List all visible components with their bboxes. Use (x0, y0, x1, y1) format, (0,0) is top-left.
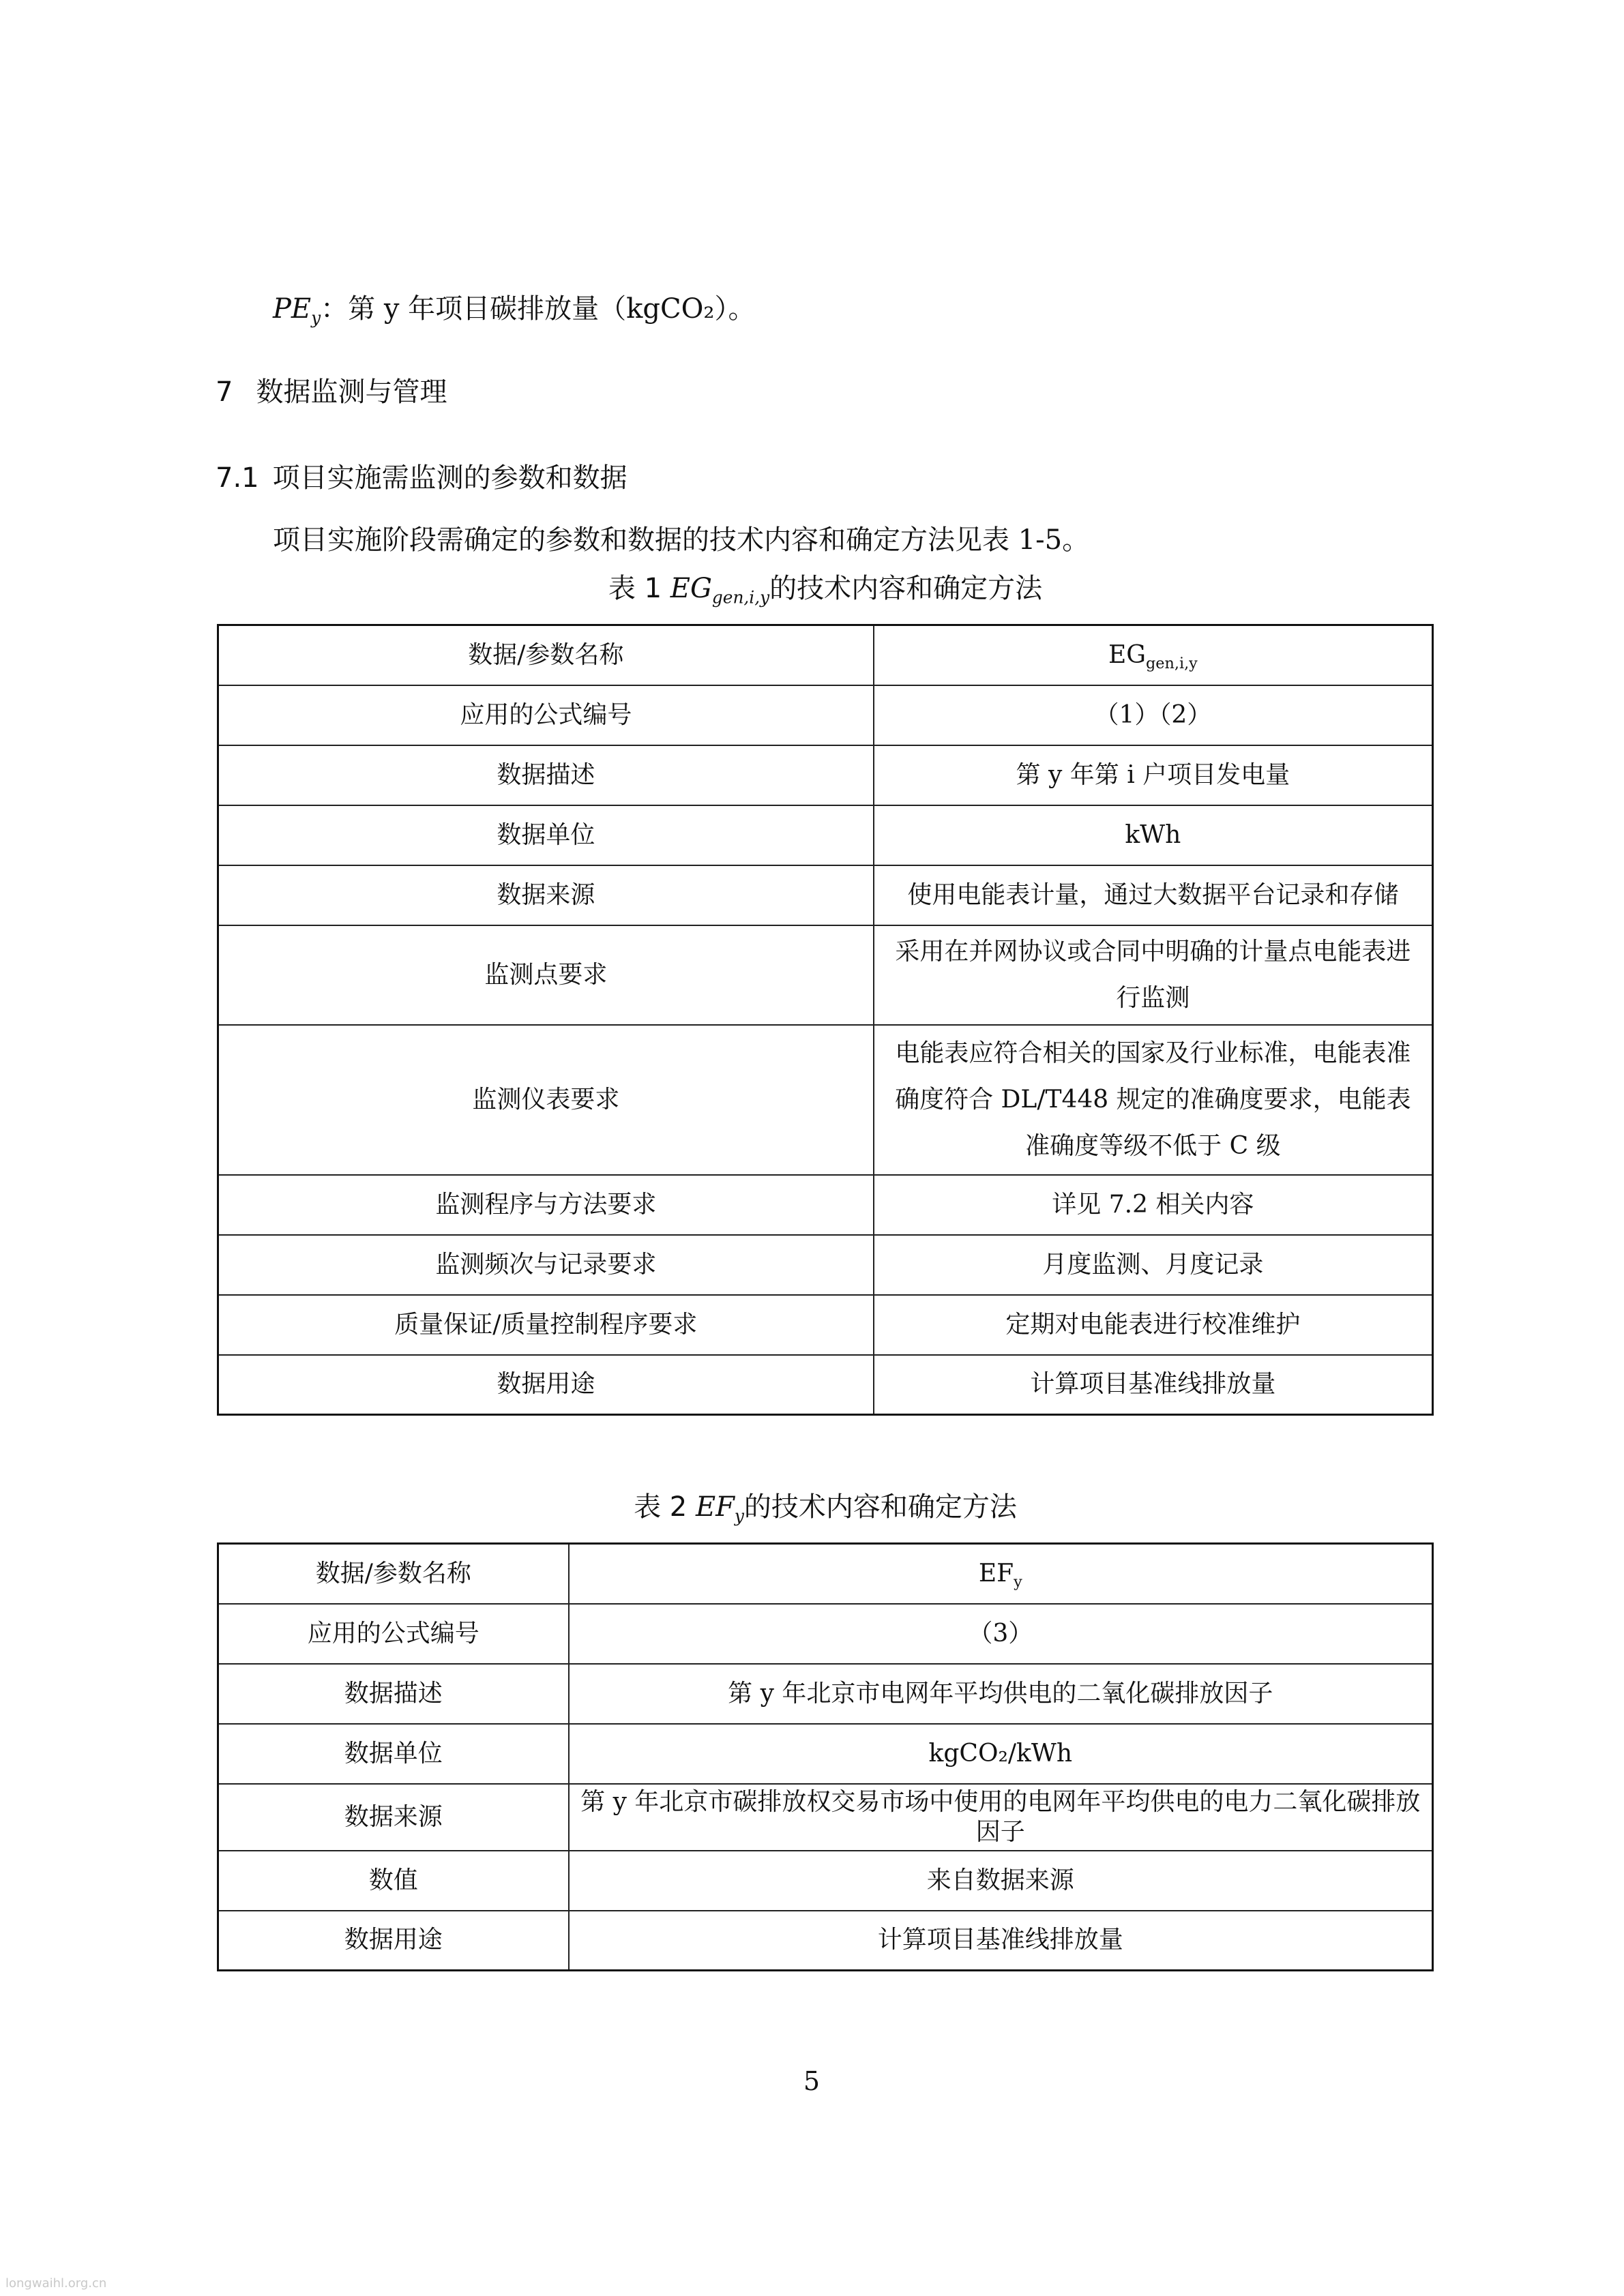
section-7-number: 7 (216, 376, 233, 408)
table-cell-label: 监测程序与方法要求 (218, 1175, 874, 1235)
table-cell-label: 监测仪表要求 (218, 1025, 874, 1175)
pe-subscript: y (311, 308, 321, 328)
table-row (218, 1604, 1433, 1664)
table-row (218, 1724, 1433, 1784)
section-7-1-number: 7.1 (216, 462, 259, 494)
page-number: 5 (803, 2066, 821, 2096)
table-cell-label: 监测点要求 (218, 925, 874, 1025)
watermark-text: longwaihl.org.cn (5, 2276, 107, 2291)
table-row (218, 1235, 1433, 1295)
ef-symbol: EF (978, 1559, 1014, 1587)
section-7-heading (216, 373, 447, 411)
table-cell-label: 数据用途 (218, 1911, 569, 1971)
table-cell-value (569, 1544, 1433, 1604)
table-cell-value: 计算项目基准线排放量 (569, 1911, 1433, 1971)
section-7-1-title: 项目实施需监测的参数和数据 (272, 462, 628, 494)
table-cell-label: 数据单位 (218, 1724, 569, 1784)
table-cell-label: 数据来源 (218, 1784, 569, 1851)
table-2-caption-sub: y (734, 1506, 744, 1526)
table-cell-value (874, 625, 1433, 685)
table-row (218, 1664, 1433, 1724)
table-2-caption-symbol: EF (695, 1491, 735, 1523)
table-row (218, 1911, 1433, 1971)
table-cell-label: 质量保证/质量控制程序要求 (218, 1295, 874, 1355)
section-7-title: 数据监测与管理 (256, 376, 447, 408)
table-2-caption-prefix: 表 2 (634, 1491, 696, 1523)
pe-description: ：第 y 年项目碳排放量（kgCO₂）。 (321, 293, 756, 325)
table-cell-value: kWh (874, 805, 1433, 865)
table-1-caption-symbol: EG (670, 573, 712, 604)
table-1-caption (217, 569, 1434, 608)
ef-subscript: y (1014, 1572, 1022, 1591)
section-7-1-heading (216, 459, 628, 497)
table-1 (217, 624, 1434, 1416)
table-1-caption-sub: gen,i,y (711, 587, 770, 608)
table-2-caption-suffix: 的技术内容和确定方法 (743, 1491, 1017, 1523)
table-row (218, 1175, 1433, 1235)
table-cell-value: （1）（2） (874, 685, 1433, 745)
table-cell-label: 数据/参数名称 (218, 625, 874, 685)
table-row (218, 745, 1433, 805)
table-1-caption-prefix: 表 1 (608, 573, 670, 604)
table-1-caption-suffix: 的技术内容和确定方法 (769, 573, 1043, 604)
table-row (218, 1295, 1433, 1355)
table-cell-label: 数据描述 (218, 1664, 569, 1724)
table-cell-label: 应用的公式编号 (218, 685, 874, 745)
table-row (218, 1355, 1433, 1415)
table-cell-value: （3） (569, 1604, 1433, 1664)
table-cell-label: 数据描述 (218, 745, 874, 805)
pe-symbol: PE (273, 293, 312, 325)
table-cell-label: 数值 (218, 1851, 569, 1911)
table-cell-label: 应用的公式编号 (218, 1604, 569, 1664)
table-cell-label: 数据/参数名称 (218, 1544, 569, 1604)
table-cell-value: 第 y 年北京市电网年平均供电的二氧化碳排放因子 (569, 1664, 1433, 1724)
pe-definition-line (273, 290, 755, 328)
table-row (218, 1544, 1433, 1604)
table-cell-value: 电能表应符合相关的国家及行业标准，电能表准确度符合 DL/T448 规定的准确度要求，电能表准确度等级不低于 C 级 (874, 1025, 1433, 1175)
intro-paragraph: 项目实施阶段需确定的参数和数据的技术内容和确定方法见表 1-5。 (273, 524, 1090, 556)
table-cell-value: 定期对电能表进行校准维护 (874, 1295, 1433, 1355)
table-cell-value: kgCO₂/kWh (569, 1724, 1433, 1784)
table-cell-label: 数据来源 (218, 865, 874, 925)
table-cell-value: 月度监测、月度记录 (874, 1235, 1433, 1295)
table-cell-value: 来自数据来源 (569, 1851, 1433, 1911)
table-cell-value: 采用在并网协议或合同中明确的计量点电能表进行监测 (874, 925, 1433, 1025)
table-row (218, 805, 1433, 865)
table-row (218, 625, 1433, 685)
table-row (218, 1784, 1433, 1851)
eg-symbol: EG (1108, 640, 1146, 669)
table-row (218, 1851, 1433, 1911)
table-row (218, 925, 1433, 1025)
table-row (218, 865, 1433, 925)
table-2-caption (217, 1488, 1434, 1526)
eg-subscript: gen,i,y (1146, 654, 1198, 672)
table-cell-label: 数据单位 (218, 805, 874, 865)
table-cell-value: 详见 7.2 相关内容 (874, 1175, 1433, 1235)
table-cell-value: 第 y 年第 i 户项目发电量 (874, 745, 1433, 805)
table-cell-value: 计算项目基准线排放量 (874, 1355, 1433, 1415)
table-cell-value: 第 y 年北京市碳排放权交易市场中使用的电网年平均供电的电力二氧化碳排放因子 (569, 1784, 1433, 1851)
table-row (218, 1025, 1433, 1175)
table-row (218, 685, 1433, 745)
table-cell-label: 监测频次与记录要求 (218, 1235, 874, 1295)
table-cell-label: 数据用途 (218, 1355, 874, 1415)
table-2 (217, 1542, 1434, 1971)
table-cell-value: 使用电能表计量，通过大数据平台记录和存储 (874, 865, 1433, 925)
